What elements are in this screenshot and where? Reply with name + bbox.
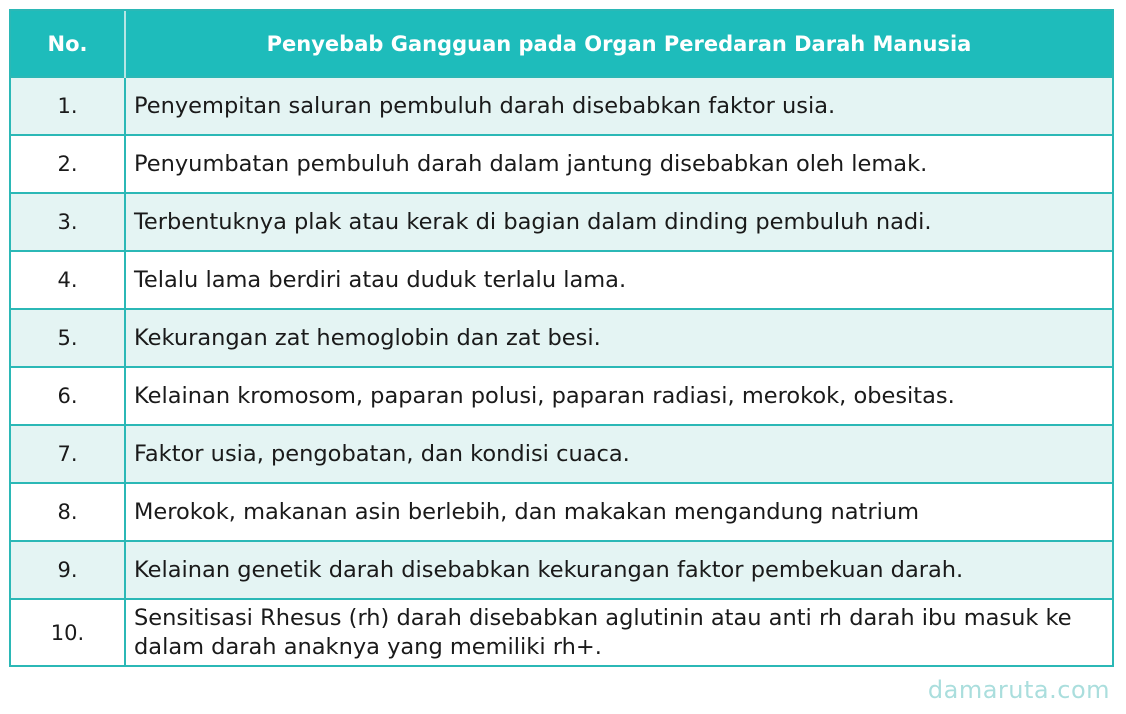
row-text: Kelainan genetik darah disebabkan kekurangan faktor pembekuan darah. bbox=[125, 541, 1112, 599]
row-number: 10. bbox=[11, 599, 125, 665]
table-row bbox=[11, 367, 1112, 425]
row-text: Sensitisasi Rhesus (rh) darah disebabkan aglutinin atau anti rh darah ibu masuk ke dalam darah anaknya yang memiliki rh+. bbox=[125, 599, 1112, 665]
header-cause: Penyebab Gangguan pada Organ Peredaran Darah Manusia bbox=[125, 11, 1112, 77]
table-row bbox=[11, 251, 1112, 309]
row-number: 1. bbox=[11, 77, 125, 135]
table-row bbox=[11, 483, 1112, 541]
row-text: Merokok, makanan asin berlebih, dan makakan mengandung natrium bbox=[125, 483, 1112, 541]
table-row bbox=[11, 77, 1112, 135]
header-number: No. bbox=[11, 11, 125, 77]
watermark: damaruta.com bbox=[927, 676, 1110, 704]
row-text: Kekurangan zat hemoglobin dan zat besi. bbox=[125, 309, 1112, 367]
row-text: Penyempitan saluran pembuluh darah disebabkan faktor usia. bbox=[125, 77, 1112, 135]
table-row bbox=[11, 193, 1112, 251]
row-text: Telalu lama berdiri atau duduk terlalu lama. bbox=[125, 251, 1112, 309]
row-number: 5. bbox=[11, 309, 125, 367]
table-row bbox=[11, 425, 1112, 483]
causes-table-container bbox=[9, 9, 1114, 667]
row-number: 4. bbox=[11, 251, 125, 309]
row-text: Kelainan kromosom, paparan polusi, paparan radiasi, merokok, obesitas. bbox=[125, 367, 1112, 425]
table-header-row bbox=[11, 11, 1112, 77]
table-row bbox=[11, 309, 1112, 367]
row-text: Terbentuknya plak atau kerak di bagian dalam dinding pembuluh nadi. bbox=[125, 193, 1112, 251]
row-number: 2. bbox=[11, 135, 125, 193]
row-text: Penyumbatan pembuluh darah dalam jantung disebabkan oleh lemak. bbox=[125, 135, 1112, 193]
row-number: 3. bbox=[11, 193, 125, 251]
row-number: 8. bbox=[11, 483, 125, 541]
row-number: 9. bbox=[11, 541, 125, 599]
causes-table bbox=[11, 11, 1112, 665]
table-row bbox=[11, 135, 1112, 193]
row-number: 7. bbox=[11, 425, 125, 483]
table-row bbox=[11, 599, 1112, 665]
row-number: 6. bbox=[11, 367, 125, 425]
table-row bbox=[11, 541, 1112, 599]
row-text: Faktor usia, pengobatan, dan kondisi cuaca. bbox=[125, 425, 1112, 483]
